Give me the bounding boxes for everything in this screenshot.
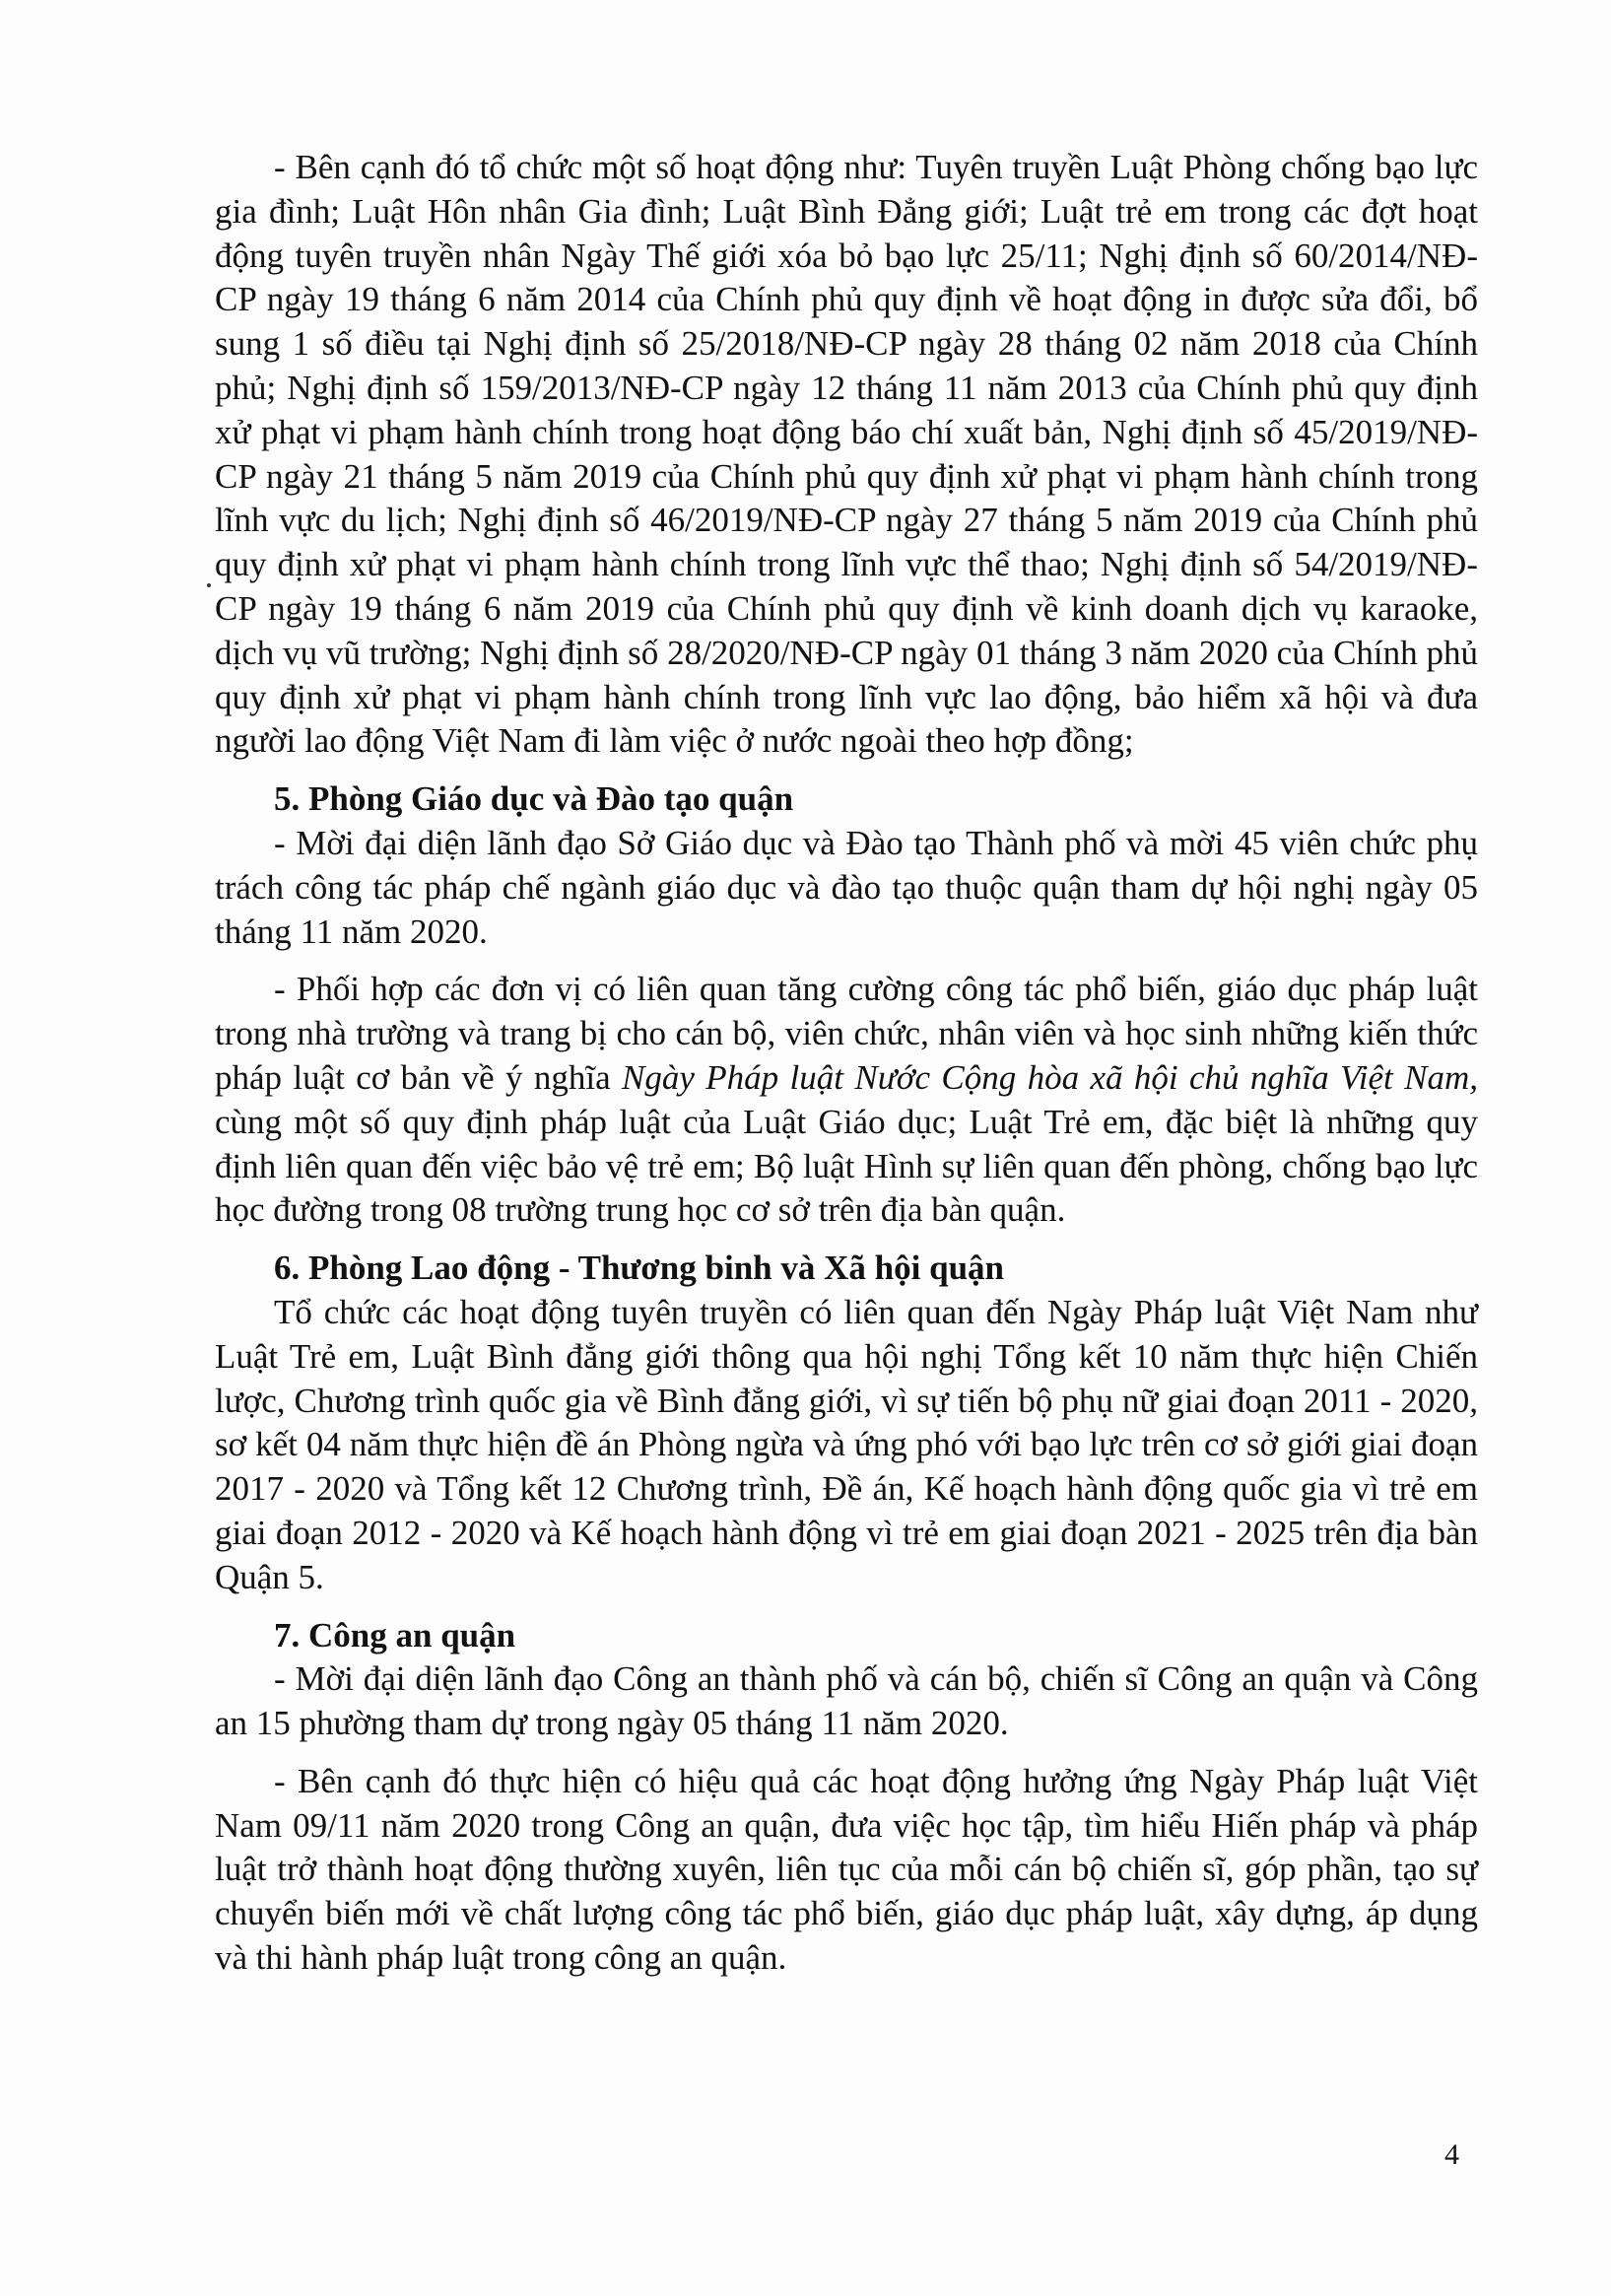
paragraph-text: cùng một số quy định pháp luật của Luật Giáo dục; Luật Trẻ em, đặc biệt là những quy định liên quan đến việc bảo vệ trẻ em; Bộ luật Hình sự liên quan đến phòng, chống bạo lực học đường trong 08 trường trung học cơ sở trên địa bàn quận. bbox=[215, 1102, 1478, 1230]
paragraph-police-invite: - Mời đại diện lãnh đạo Công an thành phố và cán bộ, chiến sĩ Công an quận và Công an 15 phường tham dự trong ngày 05 tháng 11 năm 2020. bbox=[215, 1659, 1478, 1743]
paragraph-education-coordination bbox=[215, 968, 1478, 1233]
paragraph-labour-activities: Tổ chức các hoạt động tuyên truyền có liên quan đến Ngày Pháp luật Việt Nam như Luật Trẻ em, Luật Bình đẳng giới thông qua hội nghị Tổng kết 10 năm thực hiện Chiến lược, Chương trình quốc gia về Bình đẳng giới, vì sự tiến bộ phụ nữ giai đoạn 2011 - 2020, sơ kết 04 năm thực hiện đề án Phòng ngừa và ứng phó với bạo lực trên cơ sở giới giai đoạn 2017 - 2020 và Tổng kết 12 Chương trình, Đề án, Kế hoạch hành động quốc gia vì trẻ em giai đoạn 2012 - 2020 và Kế hoạch hành động vì trẻ em giai đoạn 2021 - 2025 trên địa bàn Quận 5. bbox=[215, 1292, 1478, 1596]
paragraph-police-activities: - Bên cạnh đó thực hiện có hiệu quả các hoạt động hưởng ứng Ngày Pháp luật Việt Nam 09/11 năm 2020 trong Công an quận, đưa việc học tập, tìm hiểu Hiến pháp và pháp luật trở thành hoạt động thường xuyên, liên tục của mỗi cán bộ chiến sĩ, góp phần, tạo sự chuyển biến mới về chất lượng công tác phổ biến, giáo dục pháp luật, xây dựng, áp dụng và thi hành pháp luật trong công an quận. bbox=[215, 1761, 1478, 1978]
italic-law-day-name: Ngày Pháp luật Nước Cộng hòa xã hội chủ nghĩa Việt Nam, bbox=[622, 1057, 1478, 1097]
section-heading-6: 6. Phòng Lao động - Thương binh và Xã hội quận bbox=[274, 1249, 1004, 1288]
page-number: 4 bbox=[1444, 2138, 1459, 2171]
paragraph-text: - Phối hợp các đơn vị có liên quan tăng cường công tác phổ biến, giáo dục pháp luật trong nhà trường và trang bị cho cán bộ, viên chức, nhân viên và học sinh những kiến thức pháp luật cơ bản về ý nghĩa bbox=[215, 970, 1478, 1097]
section-heading-7: 7. Công an quận bbox=[274, 1615, 516, 1654]
section-heading-5: 5. Phòng Giáo dục và Đào tạo quận bbox=[274, 779, 794, 819]
paragraph-propaganda-activities: - Bên cạnh đó tổ chức một số hoạt động như: Tuyên truyền Luật Phòng chống bạo lực gia đình; Luật Hôn nhân Gia đình; Luật Bình Đẳng giới; Luật trẻ em trong các đợt hoạt động tuyên truyền nhân Ngày Thế giới xóa bỏ bạo lực 25/11; Nghị định số 60/2014/NĐ-CP ngày 19 tháng 6 năm 2014 của Chính phủ quy định về hoạt động in được sửa đổi, bổ sung 1 số điều tại Nghị định số 25/2018/NĐ-CP ngày 28 tháng 02 năm 2018 của Chính phủ; Nghị định số 159/2013/NĐ-CP ngày 12 tháng 11 năm 2013 của Chính phủ quy định xử phạt vi phạm hành chính trong hoạt động báo chí xuất bản, Nghị định số 45/2019/NĐ-CP ngày 21 tháng 5 năm 2019 của Chính phủ quy định xử phạt vi phạm hành chính trong lĩnh vực du lịch; Nghị định số 46/2019/NĐ-CP ngày 27 tháng 5 năm 2019 của Chính phủ quy định xử phạt vi phạm hành chính trong lĩnh vực thể thao; Nghị định số 54/2019/NĐ-CP ngày 19 tháng 6 năm 2019 của Chính phủ quy định về kinh doanh dịch vụ karaoke, dịch vụ vũ trường; Nghị định số 28/2020/NĐ-CP ngày 01 tháng 3 năm 2020 của Chính phủ quy định xử phạt vi phạm hành chính trong lĩnh vực lao động, bảo hiểm xã hội và đưa người lao động Việt Nam đi làm việc ở nước ngoài theo hợp đồng; bbox=[215, 148, 1478, 761]
paragraph-education-invite: - Mời đại diện lãnh đạo Sở Giáo dục và Đào tạo Thành phố và mời 45 viên chức phụ trách công tác pháp chế ngành giáo dục và đào tạo thuộc quận tham dự hội nghị ngày 05 tháng 11 năm 2020. bbox=[215, 823, 1478, 951]
scan-speck bbox=[207, 583, 211, 587]
document-body bbox=[215, 146, 1478, 1981]
